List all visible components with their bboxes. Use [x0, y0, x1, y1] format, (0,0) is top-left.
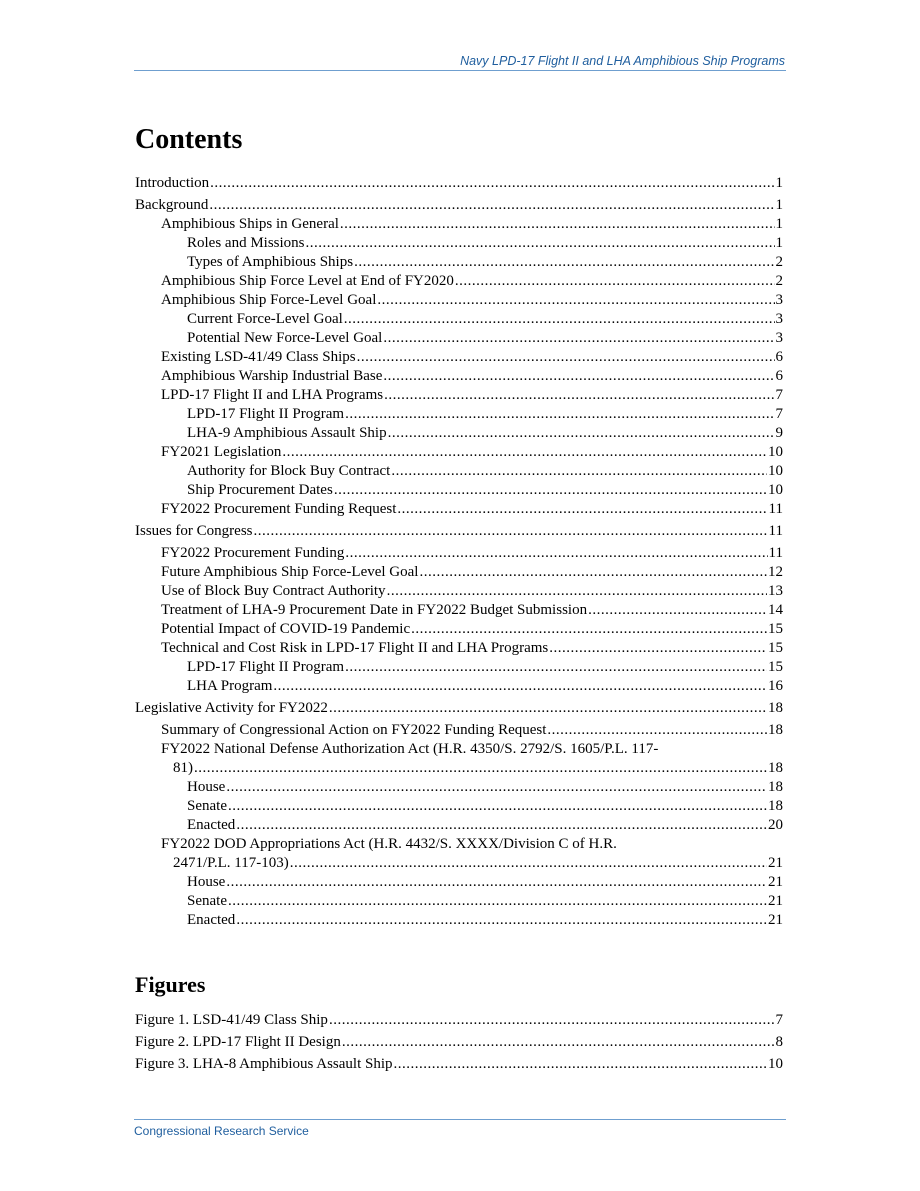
toc-page-number: 1: [775, 197, 783, 213]
dot-leader: [391, 462, 767, 481]
toc-entry[interactable]: [135, 462, 783, 481]
toc-page-number: 18: [768, 798, 783, 814]
toc-entry-label: LHA Program: [187, 678, 273, 694]
dot-leader: [254, 522, 768, 541]
toc-entry-label: Potential New Force-Level Goal: [187, 330, 383, 346]
figure-entry[interactable]: [135, 1011, 783, 1030]
toc-entry[interactable]: [135, 639, 783, 658]
toc-entry-label: Roles and Missions: [187, 235, 305, 251]
toc-entry-label: Senate: [187, 893, 227, 909]
toc-entry-label: Types of Amphibious Ships: [187, 254, 354, 270]
dot-leader: [455, 272, 775, 291]
toc-page-number: 14: [768, 602, 783, 618]
toc-entry-label: LPD-17 Flight II Program: [187, 406, 345, 422]
toc-page-number: 16: [768, 678, 783, 694]
toc-entry[interactable]: [135, 405, 783, 424]
contents-list: [135, 174, 783, 930]
toc-entry-label: Authority for Block Buy Contract: [187, 463, 391, 479]
toc-page-number: 21: [768, 855, 783, 871]
toc-entry[interactable]: [135, 699, 783, 718]
dot-leader: [228, 892, 767, 911]
dot-leader: [387, 582, 767, 601]
toc-entry[interactable]: [135, 544, 783, 563]
figures-heading: Figures: [135, 972, 206, 997]
toc-entry-label: Introduction: [135, 175, 210, 191]
toc-entry-label: FY2021 Legislation: [161, 444, 282, 460]
toc-entry-label: Future Amphibious Ship Force-Level Goal: [161, 564, 419, 580]
toc-entry[interactable]: [135, 563, 783, 582]
dot-leader: [588, 601, 767, 620]
toc-page-number: 9: [775, 425, 783, 441]
toc-page-number: 18: [768, 700, 783, 716]
running-header: [134, 54, 786, 71]
toc-entry[interactable]: [135, 721, 783, 740]
toc-entry[interactable]: [135, 291, 783, 310]
toc-entry-label: Figure 2. LPD-17 Flight II Design: [135, 1034, 341, 1050]
dot-leader: [383, 329, 774, 348]
toc-page-number: 15: [768, 621, 783, 637]
dot-leader: [334, 481, 767, 500]
toc-page-number: 21: [768, 912, 783, 928]
header-rule: [134, 70, 786, 71]
dot-leader: [354, 253, 774, 272]
dot-leader: [357, 348, 775, 367]
toc-entry[interactable]: [135, 272, 783, 291]
toc-page-number: 1: [775, 235, 783, 251]
toc-entry[interactable]: [135, 386, 783, 405]
toc-entry-label: Technical and Cost Risk in LPD-17 Flight II and LHA Programs: [161, 640, 549, 656]
dot-leader: [273, 677, 767, 696]
figures-list: [135, 1011, 783, 1074]
header-title: Navy LPD-17 Flight II and LHA Amphibious Ship Programs: [460, 54, 785, 68]
toc-entry[interactable]: [135, 310, 783, 329]
toc-entry[interactable]: [135, 816, 783, 835]
toc-entry-label: FY2022 Procurement Funding: [161, 545, 345, 561]
toc-entry-label-continued: 81): [173, 760, 193, 776]
toc-entry[interactable]: [135, 481, 783, 500]
toc-entry-label: Current Force-Level Goal: [187, 311, 343, 327]
toc-page-number: 1: [775, 175, 783, 191]
toc-entry-label: Use of Block Buy Contract Authority: [161, 583, 386, 599]
dot-leader: [419, 563, 767, 582]
toc-page-number: 12: [768, 564, 783, 580]
toc-entry[interactable]: [135, 234, 783, 253]
dot-leader: [397, 500, 767, 519]
toc-entry[interactable]: [135, 740, 783, 778]
dot-leader: [345, 658, 767, 677]
toc-entry-label: Figure 1. LSD-41/49 Class Ship: [135, 1012, 328, 1028]
figure-entry[interactable]: [135, 1055, 783, 1074]
dot-leader: [226, 778, 767, 797]
dot-leader: [342, 1033, 775, 1052]
toc-entry-label: Treatment of LHA-9 Procurement Date in FY2022 Budget Submission: [161, 602, 588, 618]
toc-entry-label: LPD-17 Flight II Program: [187, 659, 345, 675]
toc-entry-label: Ship Procurement Dates: [187, 482, 333, 498]
toc-entry[interactable]: [135, 582, 783, 601]
toc-page-number: 15: [768, 659, 783, 675]
toc-entry-label: FY2022 DOD Appropriations Act (H.R. 4432/S. XXXX/Division C of H.R.: [161, 836, 617, 852]
toc-entry[interactable]: [135, 677, 783, 696]
toc-page-number: 8: [775, 1034, 783, 1050]
dot-leader: [210, 174, 774, 193]
toc-page-number: 18: [768, 722, 783, 738]
toc-page-number: 15: [768, 640, 783, 656]
toc-entry-label: LHA-9 Amphibious Assault Ship: [187, 425, 387, 441]
page-footer: [134, 1119, 786, 1138]
toc-entry-label: House: [187, 779, 226, 795]
dot-leader: [236, 816, 767, 835]
footer-text: Congressional Research Service: [134, 1124, 309, 1138]
dot-leader: [377, 291, 774, 310]
toc-entry[interactable]: [135, 253, 783, 272]
toc-entry[interactable]: [135, 500, 783, 519]
toc-entry-label: Figure 3. LHA-8 Amphibious Assault Ship: [135, 1056, 393, 1072]
toc-page-number: 3: [775, 292, 783, 308]
dot-leader: [209, 196, 774, 215]
dot-leader: [194, 759, 767, 778]
toc-page-number: 10: [768, 482, 783, 498]
toc-page-number: 11: [768, 501, 783, 517]
toc-page-number: 6: [775, 349, 783, 365]
figure-entry[interactable]: [135, 1033, 783, 1052]
toc-entry-label: Enacted: [187, 817, 236, 833]
toc-entry-label: Background: [135, 197, 209, 213]
toc-page-number: 2: [775, 254, 783, 270]
toc-entry[interactable]: [135, 778, 783, 797]
toc-entry-label: Amphibious Ship Force Level at End of FY2020: [161, 273, 454, 289]
dot-leader: [383, 367, 774, 386]
toc-entry-label: Amphibious Ship Force-Level Goal: [161, 292, 377, 308]
dot-leader: [411, 620, 767, 639]
dot-leader: [329, 1011, 775, 1030]
toc-page-number: 13: [768, 583, 783, 599]
dot-leader: [306, 234, 775, 253]
dot-leader: [345, 544, 767, 563]
toc-entry[interactable]: [135, 443, 783, 462]
toc-entry[interactable]: [135, 424, 783, 443]
dot-leader: [282, 443, 767, 462]
toc-entry[interactable]: [135, 348, 783, 367]
toc-entry-label: Amphibious Warship Industrial Base: [161, 368, 383, 384]
dot-leader: [547, 721, 767, 740]
dot-leader: [388, 424, 775, 443]
dot-leader: [340, 215, 775, 234]
toc-entry[interactable]: [135, 329, 783, 348]
toc-entry[interactable]: [135, 367, 783, 386]
toc-page-number: 3: [775, 330, 783, 346]
dot-leader: [329, 699, 767, 718]
dot-leader: [344, 310, 775, 329]
toc-entry[interactable]: [135, 215, 783, 234]
toc-page-number: 7: [775, 1012, 783, 1028]
dot-leader: [384, 386, 774, 405]
toc-entry-label: Enacted: [187, 912, 236, 928]
toc-entry-label: FY2022 Procurement Funding Request: [161, 501, 397, 517]
dot-leader: [236, 911, 767, 930]
dot-leader: [345, 405, 774, 424]
toc-entry-label: Amphibious Ships in General: [161, 216, 339, 232]
toc-entry-label: Summary of Congressional Action on FY2022 Funding Request: [161, 722, 547, 738]
toc-entry[interactable]: [135, 620, 783, 639]
toc-entry[interactable]: [135, 873, 783, 892]
toc-page-number: 20: [768, 817, 783, 833]
toc-page-number: 1: [775, 216, 783, 232]
dot-leader: [226, 873, 767, 892]
toc-entry[interactable]: [135, 892, 783, 911]
dot-leader: [549, 639, 767, 658]
toc-page-number: 21: [768, 874, 783, 890]
toc-entry-label: Potential Impact of COVID-19 Pandemic: [161, 621, 411, 637]
toc-page-number: 21: [768, 893, 783, 909]
toc-entry-label: Existing LSD-41/49 Class Ships: [161, 349, 356, 365]
toc-entry[interactable]: [135, 797, 783, 816]
toc-entry-label: FY2022 National Defense Authorization Act (H.R. 4350/S. 2792/S. 1605/P.L. 117-: [161, 741, 659, 757]
toc-entry[interactable]: [135, 196, 783, 215]
toc-page-number: 11: [768, 545, 783, 561]
toc-entry-label: Legislative Activity for FY2022: [135, 700, 328, 716]
toc-entry[interactable]: [135, 658, 783, 677]
toc-page-number: 10: [768, 1056, 783, 1072]
toc-entry[interactable]: [135, 522, 783, 541]
toc-page-number: 18: [768, 760, 783, 776]
toc-page-number: 7: [775, 406, 783, 422]
toc-entry-label-continued: 2471/P.L. 117-103): [173, 855, 289, 871]
dot-leader: [394, 1055, 767, 1074]
toc-page-number: 7: [775, 387, 783, 403]
toc-page-number: 10: [768, 463, 783, 479]
toc-page-number: 2: [775, 273, 783, 289]
toc-entry[interactable]: [135, 911, 783, 930]
toc-entry[interactable]: [135, 601, 783, 620]
toc-page-number: 3: [775, 311, 783, 327]
toc-entry-label: LPD-17 Flight II and LHA Programs: [161, 387, 384, 403]
toc-entry[interactable]: [135, 174, 783, 193]
toc-page-number: 18: [768, 779, 783, 795]
toc-page-number: 11: [768, 523, 783, 539]
toc-entry-label: Issues for Congress: [135, 523, 253, 539]
contents-heading: Contents: [135, 124, 243, 155]
dot-leader: [290, 854, 767, 873]
toc-page-number: 10: [768, 444, 783, 460]
footer-rule: [134, 1119, 786, 1120]
toc-entry-label: House: [187, 874, 226, 890]
toc-entry[interactable]: [135, 835, 783, 873]
toc-entry-label: Senate: [187, 798, 227, 814]
dot-leader: [228, 797, 767, 816]
toc-page-number: 6: [775, 368, 783, 384]
